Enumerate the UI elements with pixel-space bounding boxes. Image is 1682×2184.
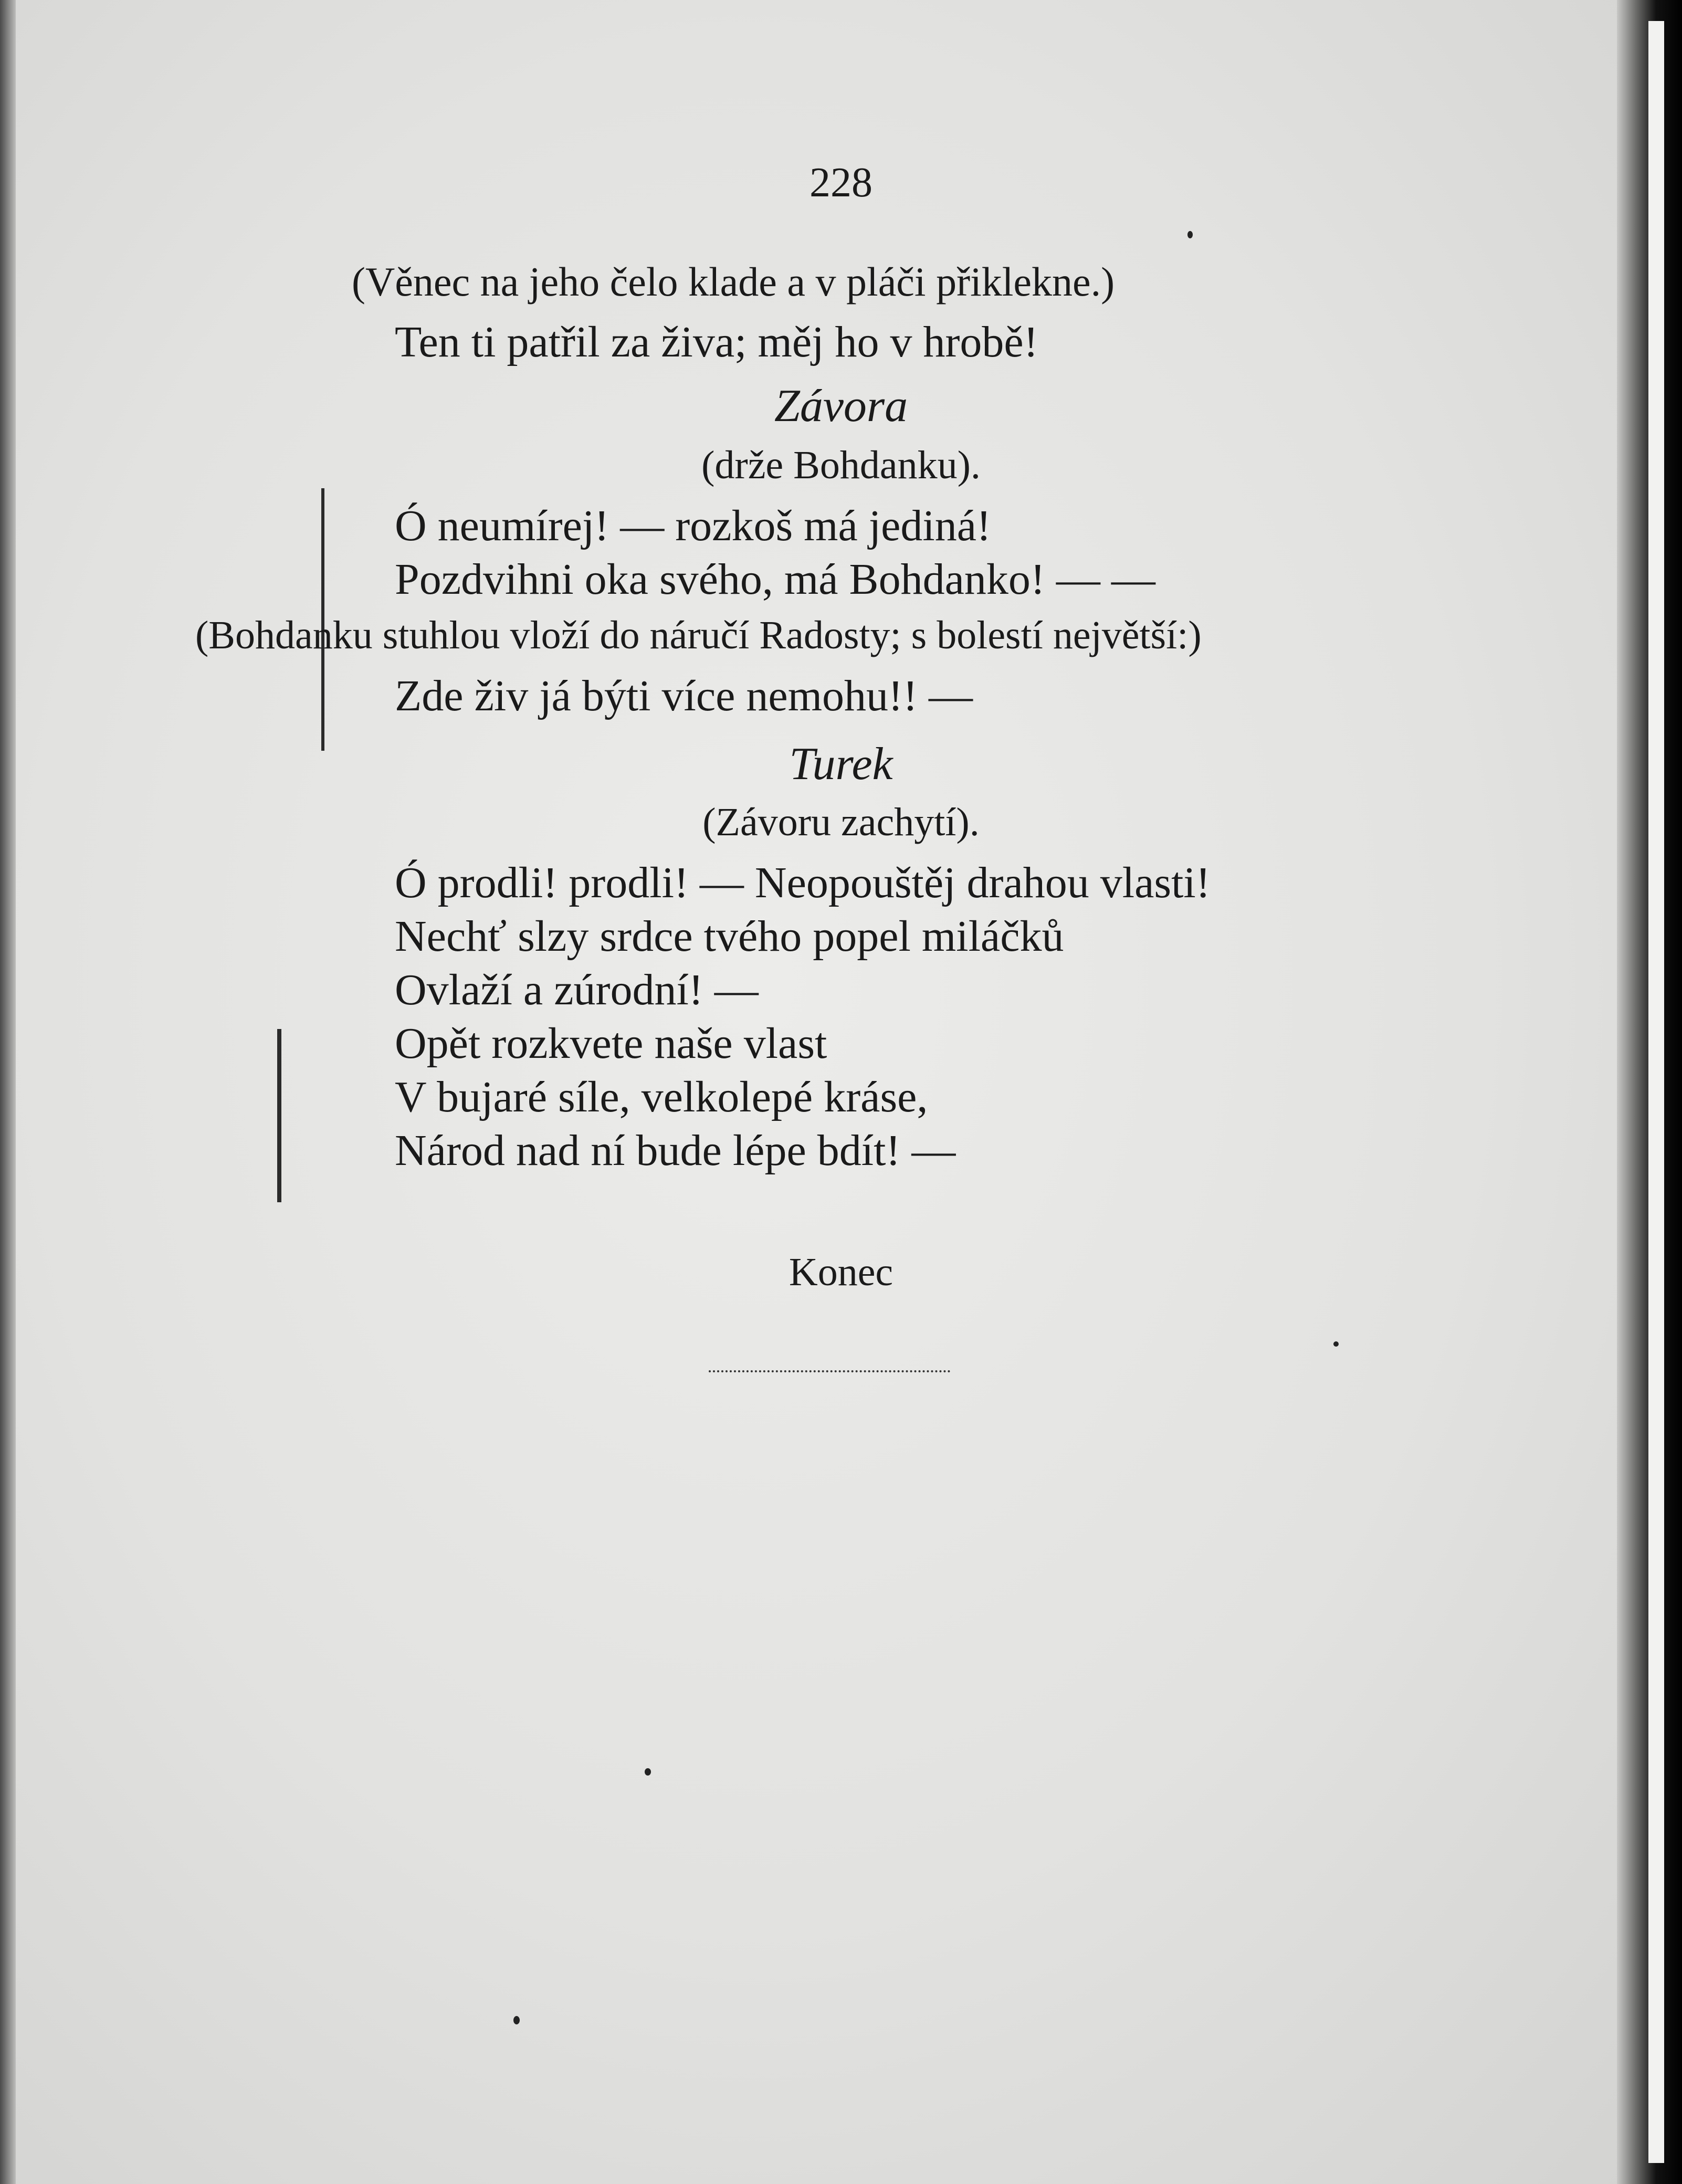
speaker-name: Závora (774, 381, 908, 432)
verse-line: Pozdvihni oka svého, má Bohdanko! — — (395, 555, 1155, 604)
verse-line: V bujaré síle, velkolepé kráse, (395, 1073, 928, 1121)
verse-line: Ten ti patřil za živa; měj ho v hrobě! (395, 318, 1038, 366)
stage-direction: (Bohdanku stuhlou vloží do náručí Radosty; s bolestí největší:) (195, 613, 1202, 657)
verse-line: Ovlaží a zúrodní! — (395, 965, 759, 1014)
end-marker: Konec (789, 1250, 893, 1294)
print-speck (1187, 231, 1193, 238)
verse-line: Zde živ já býti více nemohu!! — (395, 671, 973, 720)
verse-line: Ó neumírej! — rozkoš má jediná! (395, 501, 991, 550)
page-right-margin-strip (1648, 21, 1664, 2163)
verse-line: Nechť slzy srdce tvého popel miláčků (395, 912, 1064, 961)
page-number: 228 (810, 160, 872, 206)
verse-line: Ó prodli! prodli! — Neopouštěj drahou vlasti! (395, 858, 1211, 907)
ornamental-rule (709, 1365, 950, 1372)
print-speck (513, 2016, 520, 2024)
print-speck (1333, 1341, 1339, 1347)
page-left-edge (0, 0, 16, 2184)
verse-line: Národ nad ní bude lépe bdít! — (395, 1126, 956, 1175)
stage-direction: (Věnec na jeho čelo klade a v pláči přiklekne.) (352, 259, 1115, 304)
speaker-direction: (Závoru zachytí). (702, 800, 980, 844)
verse-line: Opět rozkvete naše vlast (395, 1019, 827, 1068)
margin-bracket-lower (277, 1029, 281, 1202)
speaker-name: Turek (789, 739, 893, 790)
print-speck (645, 1768, 651, 1776)
speaker-direction: (drže Bohdanku). (701, 443, 981, 487)
